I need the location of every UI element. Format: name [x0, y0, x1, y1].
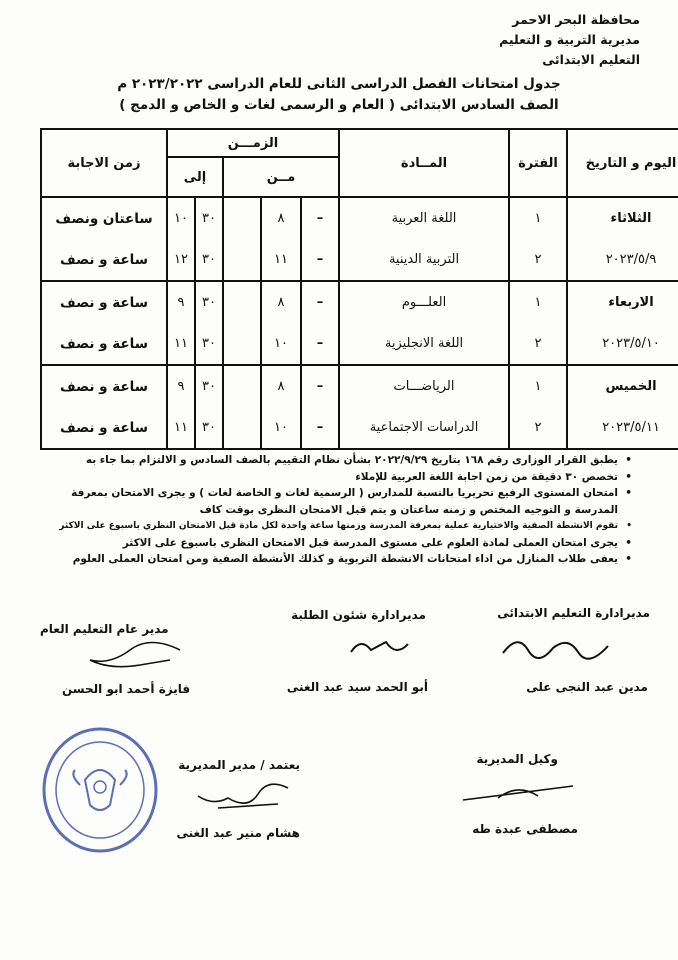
to-hour: ١٢ [174, 251, 188, 267]
to-hour: ٩ [177, 378, 185, 394]
subject-name: الرياضـــات [393, 378, 455, 394]
primary-director-title: مديرادارة التعليم الابتدائى [497, 606, 650, 620]
from-minutes-cell: – – [301, 365, 339, 449]
to-minutes-cell [195, 281, 223, 365]
student-affairs-signature [346, 632, 416, 664]
header-duration: زمن الاجابة [41, 129, 167, 197]
subject-cell [339, 365, 509, 449]
to-hour-cell [167, 197, 195, 281]
subject-name: اللغة الانجليزية [384, 335, 464, 351]
governorate-line: محافظة البحر الاحمر [512, 12, 640, 27]
note-item: • تقوم الانشطة الصفية والاختيارية عملية بمعرفة المدرسة وزمنها ساعة واحدة لكل مادة قبل الامتحان النظري باسبوع على الاكثر [40, 518, 632, 535]
student-affairs-name: أبو الحمد سيد عبد الغنى [286, 680, 428, 694]
day-date-cell [567, 365, 678, 449]
schedule-subtitle: الصف السادس الابتدائى ( العام و الرسمى لغات و الخاص و الدمج ) [119, 97, 559, 113]
subject-name: الدراسات الاجتماعية [369, 419, 479, 435]
to-minutes: ٣٠ [202, 210, 216, 226]
directorate-line: مديرية التربية و التعليم [499, 32, 640, 47]
deputy-name: مصطفى عبدة طه [472, 822, 578, 836]
header-subject: المــادة [339, 129, 509, 197]
to-minutes-cell [195, 365, 223, 449]
from-hour: ٨ [277, 378, 285, 394]
day-name: الخميس [605, 378, 657, 394]
to-minutes-cell [195, 197, 223, 281]
from-hour-cell [261, 281, 301, 365]
subject-cell [339, 197, 509, 281]
to-hour-cell [167, 281, 195, 365]
note-item: • يعفى طلاب المنازل من اداء امتحانات الانشطة التربوية و كذلك الأنشطة الصفية ومن امتحان العملى العلوم [40, 551, 632, 568]
to-hour: ١١ [174, 335, 188, 351]
day-date-cell [567, 197, 678, 281]
header-from: مــن [223, 157, 339, 197]
to-minutes: ٣٠ [202, 378, 216, 394]
blank-cell [223, 281, 261, 365]
duration-cell [41, 197, 167, 281]
from-hour: ١٠ [274, 419, 288, 435]
approver-signature [188, 776, 298, 816]
notes-list [40, 452, 632, 568]
to-minutes: ٣٠ [202, 335, 216, 351]
period-value: ١ [534, 378, 542, 394]
exam-date: ٢٠٢٣/٥/١١ [602, 419, 660, 435]
duration-value: ساعتان ونصف [55, 210, 153, 227]
primary-director-name: مدين عبد النجى على [526, 680, 648, 694]
period-value: ٢ [534, 419, 542, 435]
note-item: • تخصص ٣٠ دقيقة من زمن اجابة اللغة العربية للإملاء [40, 469, 632, 486]
note-item: • يجرى امتحان العملى لمادة العلوم على مستوى المدرسة قبل الامتحان النظرى باسبوع على الاكثر [40, 535, 632, 552]
day-name: الاربعاء [608, 294, 654, 310]
day-date-cell [567, 281, 678, 365]
letterhead [499, 10, 640, 70]
to-minutes: ٣٠ [202, 251, 216, 267]
blank-cell [223, 197, 261, 281]
approver-name: هشام منير عبد الغنى [176, 826, 300, 840]
from-minutes-cell: – – [301, 197, 339, 281]
period-value: ٢ [534, 251, 542, 267]
general-director-title: مدير عام التعليم العام [40, 622, 169, 636]
from-hour: ١١ [274, 251, 288, 267]
exam-date: ٢٠٢٣/٥/١٠ [602, 335, 660, 351]
deputy-signature [458, 778, 578, 808]
subject-name: اللغة العربية [391, 210, 457, 226]
duration-cell [41, 365, 167, 449]
general-director-signature [70, 630, 190, 675]
duration-cell [41, 281, 167, 365]
primary-director-signature [498, 628, 618, 668]
note-item: • امتحان المستوى الرفيع تحريريا بالنسبة للمدارس ( الرسمية لغات و الخاصة لغات ) و يجرى الامتحان بمعرفة المدرسة و التوجيه المختص و زمنه ساعتان و يتم قبل الامتحان النظرى بوقت كاف [40, 485, 632, 518]
blank-cell [223, 365, 261, 449]
duration-value: ساعة و نصف [60, 335, 148, 352]
header-period: الفترة [509, 129, 567, 197]
from-hour: ٨ [277, 210, 285, 226]
approver-title: يعتمد / مدير المديرية [178, 758, 300, 772]
header-to: إلى [167, 157, 223, 197]
to-hour-cell [167, 365, 195, 449]
header-day-date: اليوم و التاريخ [567, 129, 678, 197]
exam-date: ٢٠٢٣/٥/٩ [605, 251, 657, 267]
to-minutes: ٣٠ [202, 419, 216, 435]
table-row [41, 365, 678, 449]
subject-name: العلـــوم [401, 294, 447, 310]
from-hour-cell [261, 365, 301, 449]
department-line: التعليم الابتدائى [542, 52, 640, 67]
period-cell [509, 197, 567, 281]
header-time: الزمـــن [167, 129, 339, 157]
from-minutes-cell: – – [301, 281, 339, 365]
duration-value: ساعة و نصف [60, 294, 148, 311]
duration-value: ساعة و نصف [60, 378, 148, 395]
general-director-name: فايزة أحمد ابو الحسن [62, 682, 191, 696]
duration-value: ساعة و نصف [60, 419, 148, 436]
student-affairs-title: مديرادارة شئون الطلبة [291, 608, 426, 622]
table-row [41, 281, 678, 365]
table-row [41, 197, 678, 281]
duration-value: ساعة و نصف [60, 251, 148, 268]
period-value: ١ [534, 294, 542, 310]
deputy-title: وكيل المديرية [476, 752, 558, 766]
period-cell [509, 365, 567, 449]
from-hour: ١٠ [274, 335, 288, 351]
to-hour: ١١ [174, 419, 188, 435]
from-hour: ٨ [277, 294, 285, 310]
subject-cell [339, 281, 509, 365]
exam-schedule-table [40, 128, 678, 450]
from-hour-cell [261, 197, 301, 281]
to-minutes: ٣٠ [202, 294, 216, 310]
day-name: الثلاثاء [610, 210, 652, 226]
note-item: • يطبق القرار الوزارى رقم ١٦٨ بتاريخ ٢٠٢٢/٩/٢٩ بشأن نظام التقييم بالصف السادس و الالتزام بما جاء به [40, 452, 632, 469]
period-cell [509, 281, 567, 365]
to-hour: ٩ [177, 294, 185, 310]
period-value: ١ [534, 210, 542, 226]
to-hour: ١٠ [174, 210, 188, 226]
official-seal-stamp [40, 725, 160, 855]
subject-name: التربية الدينية [388, 251, 460, 267]
schedule-title: جدول امتحانات الفصل الدراسى الثانى للعام الدراسى ٢٠٢٣/٢٠٢٢ م [117, 76, 561, 92]
period-value: ٢ [534, 335, 542, 351]
